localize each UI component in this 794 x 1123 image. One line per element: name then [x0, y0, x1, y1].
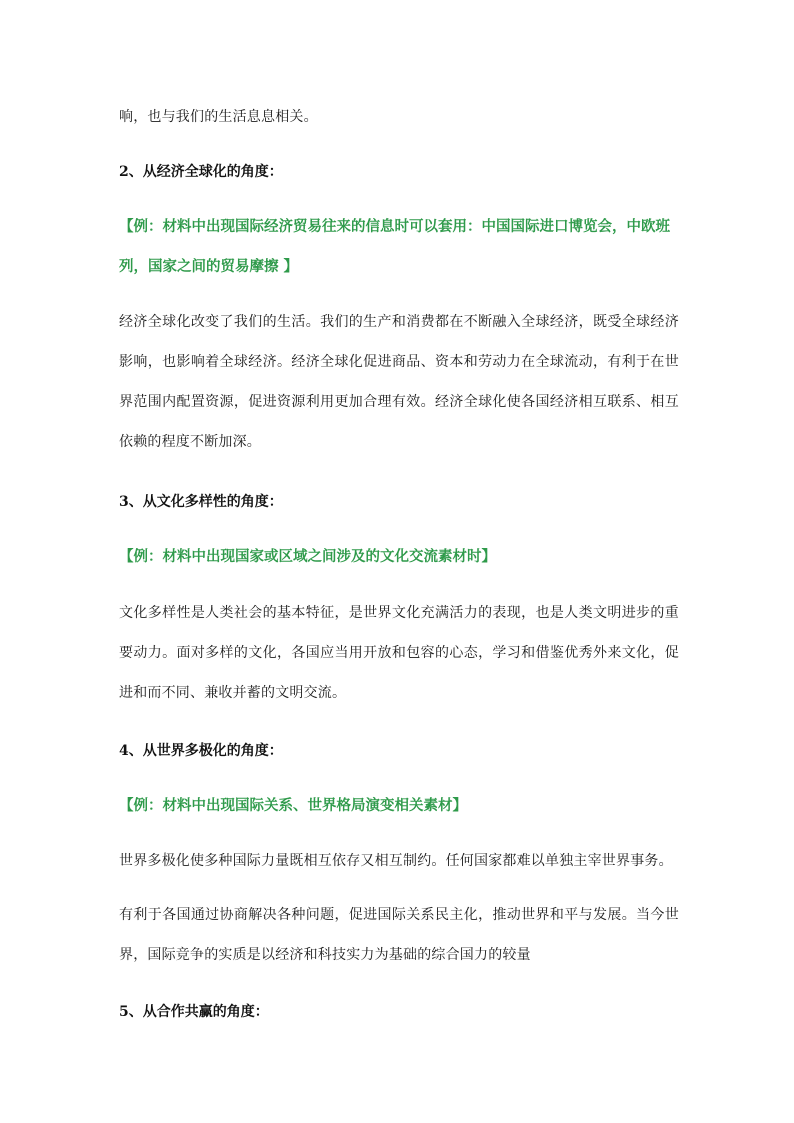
- heading-cultural-diversity: 3、从文化多样性的角度：: [119, 494, 283, 510]
- paragraph-multipolarity-b: 有利于各国通过协商解决各种问题，促进国际关系民主化，推动世界和平与发展。当今世界，国际竞争的实质是以经济和科技实力为基础的综合国力的较量: [119, 907, 679, 963]
- paragraph-economic-globalization: 经济全球化改变了我们的生活。我们的生产和消费都在不断融入全球经济，既受全球经济影响，也影响着全球经济。经济全球化促进商品、资本和劳动力在全球流动，有利于在世界范围内配置资源，促进资源利用更加合理有效。经济全球化使各国经济相互联系、相互依赖的程度不断加深。: [119, 314, 679, 450]
- paragraph-cultural-diversity: 文化多样性是人类社会的基本特征，是世界文化充满活力的表现，也是人类文明进步的重要动力。面对多样的文化，各国应当用开放和包容的心态，学习和借鉴优秀外来文化，促进和而不同、兼收并蓄的文明交流。: [119, 605, 679, 701]
- example-cultural-diversity: 【例：材料中出现国家或区域之间涉及的文化交流素材时】: [119, 548, 496, 565]
- heading-win-win-cooperation: 5、从合作共赢的角度：: [119, 1004, 269, 1020]
- heading-economic-globalization: 2、从经济全球化的角度：: [119, 164, 283, 180]
- example-multipolarity: 【例：材料中出现国际关系、世界格局演变相关素材】: [119, 797, 467, 814]
- example-economic-globalization: 【例：材料中出现国际经济贸易往来的信息时可以套用：中国国际进口博览会，中欧班列，国家之间的贸易摩擦 】: [119, 218, 670, 275]
- paragraph-multipolarity-a: 世界多极化使多种国际力量既相互依存又相互制约。任何国家都难以单独主宰世界事务。: [119, 853, 673, 869]
- heading-multipolarity: 4、从世界多极化的角度：: [119, 743, 283, 759]
- paragraph-intro-end: 响，也与我们的生活息息相关。: [119, 109, 318, 125]
